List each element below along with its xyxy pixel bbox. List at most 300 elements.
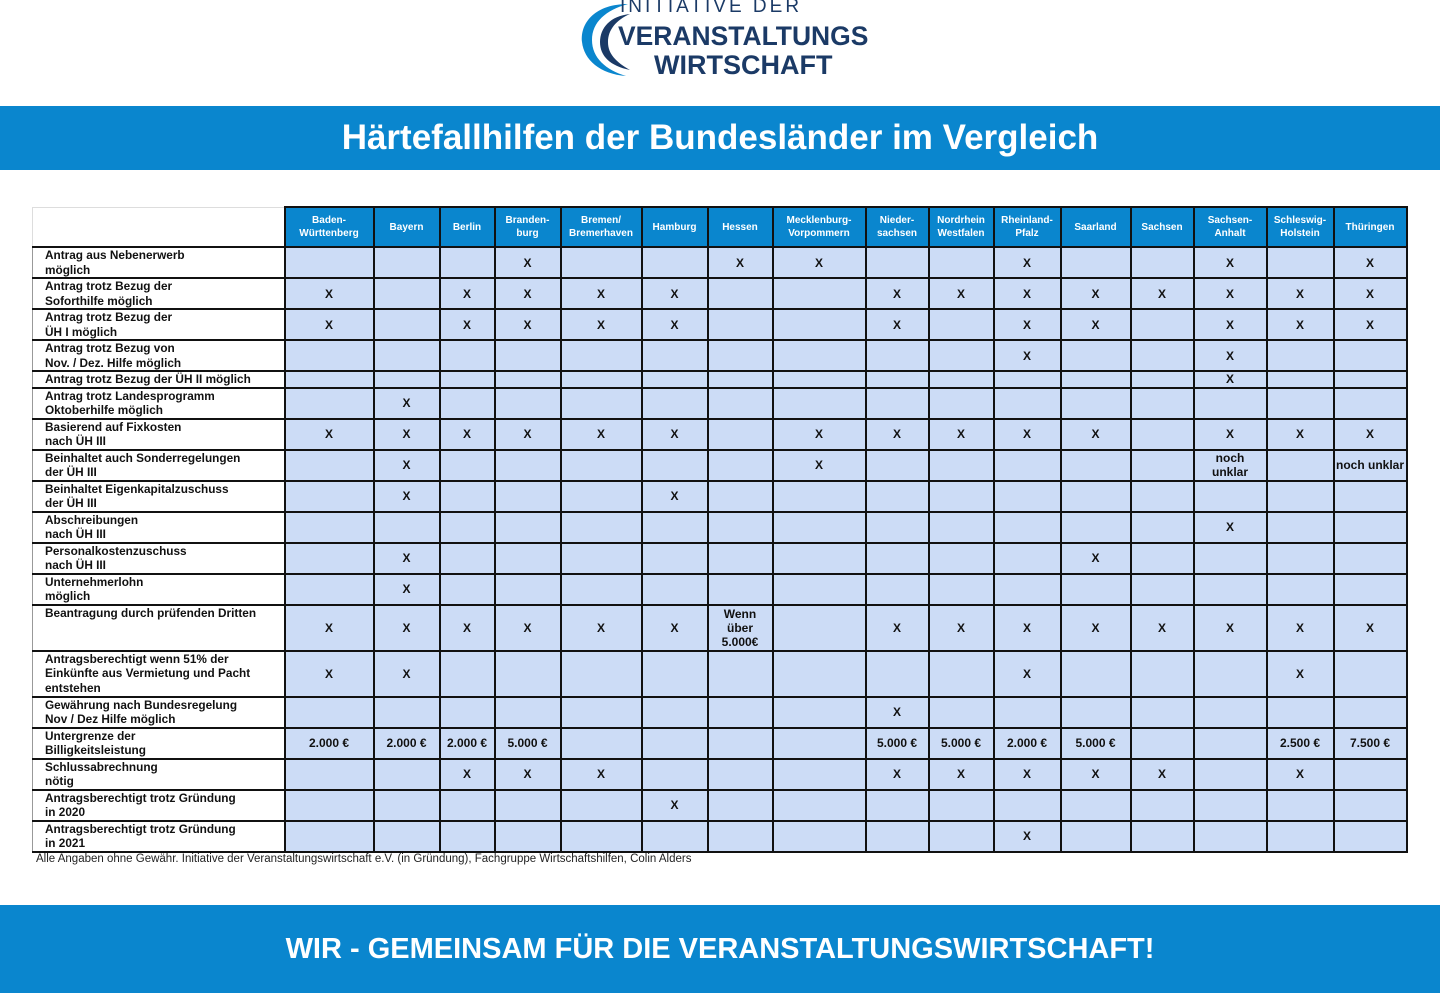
table-cell [708,790,773,821]
state-header: Thüringen [1334,207,1407,247]
table-cell [495,340,561,371]
table-cell: 5.000 € [929,728,994,759]
state-header: Sachsen [1131,207,1194,247]
table-cell [1131,419,1194,450]
table-cell: X [642,790,708,821]
table-cell [374,371,440,388]
table-cell: X [285,419,374,450]
table-cell [1061,340,1131,371]
table-cell [642,450,708,481]
table-row [33,651,1407,697]
table-cell [929,450,994,481]
row-label: Antragsberechtigt wenn 51% der Einkünfte aus Vermietung und Pacht entstehen [33,651,285,697]
table-cell [495,697,561,728]
table-cell [561,728,642,759]
table-cell [1267,543,1334,574]
table-cell [1267,450,1334,481]
table-cell [994,481,1061,512]
table-cell [1131,247,1194,278]
slogan: WIR - GEMEINSAM FÜR DIE VERANSTALTUNGSWIRTSCHAFT! [285,932,1155,965]
table-cell: X [1131,605,1194,651]
table-cell [642,651,708,697]
logo-line-3: WIRTSCHAFT [654,50,833,80]
table-cell [866,821,929,852]
table-cell: X [866,605,929,651]
table-cell [561,371,642,388]
table-cell [440,371,495,388]
page-title: Härtefallhilfen der Bundesländer im Vergleich [341,118,1099,157]
table-row [33,759,1407,790]
table-cell [1131,728,1194,759]
table-cell [285,574,374,605]
table-cell [773,697,866,728]
row-label: Unternehmerlohn möglich [33,574,285,605]
table-cell [285,247,374,278]
table-cell [929,574,994,605]
table-cell: X [994,309,1061,340]
table-cell [773,388,866,419]
table-cell [642,512,708,543]
row-label: Antragsberechtigt trotz Gründung in 2020 [33,790,285,821]
table-cell: X [773,450,866,481]
table-cell [1061,574,1131,605]
table-cell: X [1267,605,1334,651]
table-cell: X [440,605,495,651]
table-cell [929,247,994,278]
table-cell: X [994,340,1061,371]
table-cell: X [642,419,708,450]
table-cell [773,574,866,605]
table-cell [773,651,866,697]
table-cell: X [1334,309,1407,340]
table-cell [708,481,773,512]
table-cell: X [866,419,929,450]
table-cell [1194,790,1267,821]
table-cell [285,340,374,371]
table-cell [642,340,708,371]
table-cell [440,651,495,697]
table-cell: X [1131,278,1194,309]
table-cell [642,247,708,278]
table-row [33,340,1407,371]
table-cell [285,512,374,543]
table-row [33,419,1407,450]
row-label: Beinhaltet Eigenkapitalzuschuss der ÜH III [33,481,285,512]
table-cell: X [1194,371,1267,388]
table-cell: X [866,278,929,309]
table-cell [440,340,495,371]
table-cell: X [929,759,994,790]
table-cell [929,340,994,371]
table-cell [773,790,866,821]
state-header: Bayern [374,207,440,247]
table-cell [374,512,440,543]
table-cell [1061,821,1131,852]
table-cell [1131,512,1194,543]
organization-logo [578,0,878,86]
table-cell: X [994,605,1061,651]
page-title-banner [0,106,1440,170]
table-cell [1334,651,1407,697]
state-header: Hessen [708,207,773,247]
table-cell [866,481,929,512]
table-cell: 5.000 € [866,728,929,759]
table-cell [374,278,440,309]
table-cell: X [561,759,642,790]
table-cell: X [1194,605,1267,651]
table-cell [374,759,440,790]
table-cell: X [708,247,773,278]
table-cell [1334,821,1407,852]
table-cell [285,821,374,852]
table-cell [708,309,773,340]
table-cell [1267,481,1334,512]
table-cell [440,247,495,278]
table-cell [285,450,374,481]
state-header: Nieder- sachsen [866,207,929,247]
table-cell [495,651,561,697]
table-cell [994,697,1061,728]
table-cell [1131,481,1194,512]
table-cell [285,697,374,728]
table-cell [708,512,773,543]
table-cell [773,309,866,340]
table-cell [1131,790,1194,821]
table-cell [708,759,773,790]
comparison-table [32,206,1408,853]
table-cell [1267,574,1334,605]
table-cell [708,419,773,450]
table-cell [495,450,561,481]
table-cell [374,309,440,340]
table-cell [495,543,561,574]
table-cell [440,481,495,512]
table-cell: X [1194,419,1267,450]
table-cell [561,481,642,512]
table-cell: X [773,247,866,278]
table-cell: X [1194,247,1267,278]
table-cell [1131,450,1194,481]
row-label: Schlussabrechnung nötig [33,759,285,790]
row-label: Personalkostenzuschuss nach ÜH III [33,543,285,574]
table-cell [1267,371,1334,388]
table-cell [561,247,642,278]
table-cell [866,512,929,543]
table-cell: X [285,651,374,697]
table-cell [1334,512,1407,543]
table-row [33,309,1407,340]
table-cell [642,574,708,605]
table-cell [285,790,374,821]
table-cell: X [994,247,1061,278]
table-cell [1194,821,1267,852]
table-cell: X [495,605,561,651]
table-cell [1194,728,1267,759]
row-label: Antrag trotz Landesprogramm Oktoberhilfe möglich [33,388,285,419]
table-cell: X [1061,309,1131,340]
row-label: Abschreibungen nach ÜH III [33,512,285,543]
table-cell [440,790,495,821]
table-cell [773,543,866,574]
table-cell: X [642,481,708,512]
table-cell [866,371,929,388]
table-cell [440,543,495,574]
state-header: Berlin [440,207,495,247]
table-cell [495,388,561,419]
table-cell: X [285,278,374,309]
table-row [33,697,1407,728]
table-cell: X [1267,419,1334,450]
table-cell [561,651,642,697]
table-cell: X [374,388,440,419]
table-cell: X [1267,651,1334,697]
table-cell [708,371,773,388]
table-cell: 2.000 € [374,728,440,759]
table-cell: X [495,247,561,278]
table-cell: 7.500 € [1334,728,1407,759]
table-cell: X [866,697,929,728]
table-cell [929,371,994,388]
table-cell [285,371,374,388]
table-row [33,371,1407,388]
table-cell [495,574,561,605]
table-cell: X [374,543,440,574]
table-cell [561,543,642,574]
table-cell [1334,543,1407,574]
table-cell [642,543,708,574]
table-cell: 2.000 € [440,728,495,759]
row-label: Antrag trotz Bezug der Soforthilfe möglich [33,278,285,309]
table-cell [285,481,374,512]
row-label: Antrag trotz Bezug von Nov. / Dez. Hilfe möglich [33,340,285,371]
row-label: Antrag trotz Bezug der ÜH II möglich [33,371,285,388]
table-cell [866,247,929,278]
table-cell [374,790,440,821]
table-cell: X [495,309,561,340]
row-label: Antrag aus Nebenerwerb möglich [33,247,285,278]
table-cell: X [561,605,642,651]
table-cell [1061,450,1131,481]
table-cell [285,543,374,574]
table-row [33,574,1407,605]
table-cell [440,821,495,852]
table-cell [374,247,440,278]
table-cell: X [440,419,495,450]
table-cell [642,371,708,388]
table-cell [561,697,642,728]
table-cell [1131,574,1194,605]
table-cell: X [374,481,440,512]
table-cell [1194,388,1267,419]
state-header: Bremen/ Bremerhaven [561,207,642,247]
table-cell [773,728,866,759]
table-cell [866,340,929,371]
state-header: Branden- burg [495,207,561,247]
table-cell: X [440,759,495,790]
table-cell: X [1267,309,1334,340]
table-row [33,450,1407,481]
row-label: Beantragung durch prüfenden Dritten [33,605,285,651]
table-cell [708,388,773,419]
table-cell [440,697,495,728]
table-cell [285,388,374,419]
table-cell: X [1061,419,1131,450]
table-cell [1267,340,1334,371]
table-cell [929,481,994,512]
table-cell [561,821,642,852]
table-cell [866,651,929,697]
table-cell: X [1061,605,1131,651]
table-cell [642,697,708,728]
table-cell [495,481,561,512]
table-cell: X [1194,278,1267,309]
table-cell [561,790,642,821]
table-cell: 5.000 € [495,728,561,759]
table-cell [773,605,866,651]
table-cell [495,512,561,543]
table-cell [561,574,642,605]
table-cell: X [994,759,1061,790]
table-cell [866,543,929,574]
table-cell [1267,388,1334,419]
state-header: Rheinland- Pfalz [994,207,1061,247]
table-cell [495,371,561,388]
table-cell [1061,651,1131,697]
row-label: Antrag trotz Bezug der ÜH I möglich [33,309,285,340]
footnote: Alle Angaben ohne Gewähr. Initiative der Veranstaltungswirtschaft e.V. (in Gründung), Fachgruppe Wirtschaftshilfen, Colin Alders [36,853,692,865]
table-cell [285,759,374,790]
table-cell [773,278,866,309]
table-cell [440,574,495,605]
table-cell [708,278,773,309]
table-cell: X [285,605,374,651]
table-cell [1061,512,1131,543]
table-cell [1061,247,1131,278]
table-cell [1061,388,1131,419]
table-cell: X [1334,605,1407,651]
table-cell [929,388,994,419]
table-cell [866,574,929,605]
table-row [33,728,1407,759]
table-cell: X [1334,247,1407,278]
table-cell [1267,697,1334,728]
state-header: Saarland [1061,207,1131,247]
row-label: Untergrenze der Billigkeitsleistung [33,728,285,759]
table-cell [708,543,773,574]
table-cell: X [1061,759,1131,790]
table-row [33,543,1407,574]
table-cell [1334,790,1407,821]
table-cell [1131,309,1194,340]
table-cell [1061,481,1131,512]
table-cell [866,388,929,419]
table-cell [1334,388,1407,419]
table-cell: X [495,759,561,790]
table-cell [929,821,994,852]
table-cell: X [866,309,929,340]
table-cell [561,340,642,371]
table-cell: X [994,821,1061,852]
table-cell [374,697,440,728]
table-cell [994,574,1061,605]
table-cell [929,309,994,340]
table-cell: X [285,309,374,340]
table-cell [1334,481,1407,512]
table-cell: X [866,759,929,790]
table-cell [1131,371,1194,388]
state-header: Mecklenburg- Vorpommern [773,207,866,247]
table-cell: X [1267,759,1334,790]
state-header: Nordrhein Westfalen [929,207,994,247]
table-row [33,821,1407,852]
table-row [33,481,1407,512]
table-cell: X [994,419,1061,450]
table-cell [495,790,561,821]
table-cell: X [1061,278,1131,309]
table-cell [929,651,994,697]
table-cell [773,481,866,512]
table-cell [1334,574,1407,605]
logo-line-2: VERANSTALTUNGS [618,21,869,51]
table-cell: X [561,419,642,450]
table-cell: X [440,309,495,340]
table-cell [994,790,1061,821]
logo-line-1: INITIATIVE DER [620,0,803,17]
row-label: Beinhaltet auch Sonderregelungen der ÜH III [33,450,285,481]
table-cell [1061,371,1131,388]
table-header-row [33,207,1407,247]
table-cell: 2.000 € [285,728,374,759]
table-cell: X [561,309,642,340]
table-cell [1267,512,1334,543]
state-header: Hamburg [642,207,708,247]
table-cell [994,371,1061,388]
table-cell: 2.000 € [994,728,1061,759]
table-cell: X [374,651,440,697]
slogan-banner [0,905,1440,993]
table-cell [1061,697,1131,728]
table-cell: X [1131,759,1194,790]
table-cell: X [495,419,561,450]
table-cell [1267,821,1334,852]
table-cell [994,543,1061,574]
table-cell: X [1267,278,1334,309]
table-cell: X [642,309,708,340]
table-cell [929,697,994,728]
table-cell [1131,543,1194,574]
table-cell [708,450,773,481]
table-cell: Wenn über 5.000€ [708,605,773,651]
table-cell: X [374,450,440,481]
row-label: Antragsberechtigt trotz Gründung in 2021 [33,821,285,852]
table-cell [1334,340,1407,371]
table-cell: X [561,278,642,309]
table-cell: X [773,419,866,450]
table-cell [495,821,561,852]
table-cell [708,697,773,728]
table-row [33,790,1407,821]
table-row [33,605,1407,651]
table-cell: X [1061,543,1131,574]
table-cell [1267,790,1334,821]
table-cell: X [1194,309,1267,340]
row-label: Gewährung nach Bundesregelung Nov / Dez Hilfe möglich [33,697,285,728]
table-cell: X [1334,278,1407,309]
table-cell: 5.000 € [1061,728,1131,759]
table-cell [440,450,495,481]
table-cell [374,821,440,852]
table-cell [642,821,708,852]
